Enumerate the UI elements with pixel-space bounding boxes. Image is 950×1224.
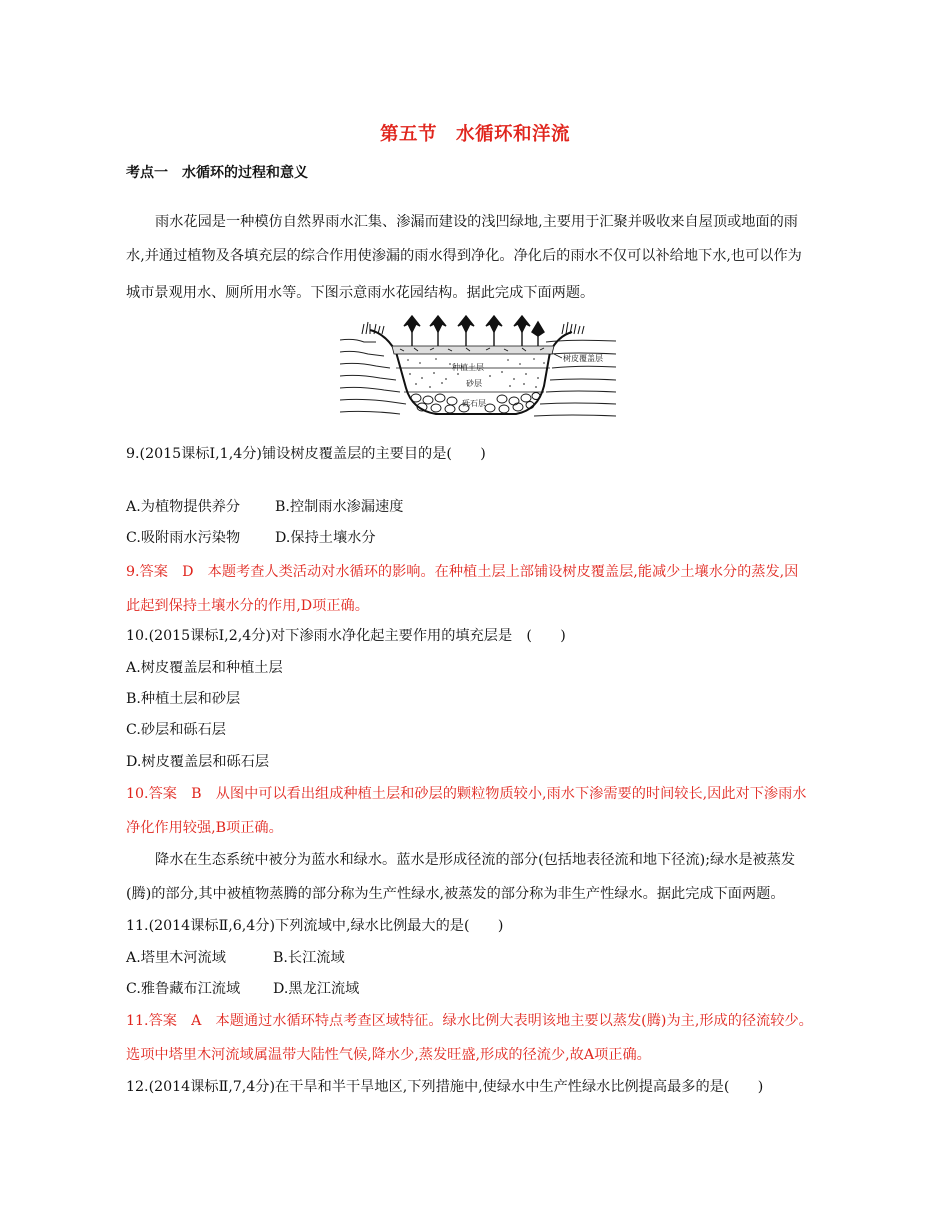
intro2-line-2: (腾)的部分,其中被植物蒸腾的部分称为生产性绿水,被蒸发的部分称为非生产性绿水。据此完成下面两题。 — [126, 886, 785, 902]
q9-option-a: A.为植物提供养分 — [126, 499, 241, 515]
q10-option-d: D.树皮覆盖层和砾石层 — [126, 754, 270, 770]
rain-garden-diagram — [340, 312, 616, 426]
q9-stem: 9.(2015课标Ⅰ,1,4分)铺设树皮覆盖层的主要目的是( ) — [126, 446, 486, 462]
q9-option-b: B.控制雨水渗漏速度 — [275, 499, 404, 515]
q10-stem: 10.(2015课标Ⅰ,2,4分)对下渗雨水净化起主要作用的填充层是 ( ) — [126, 628, 566, 644]
q9-option-d: D.保持土壤水分 — [275, 530, 376, 546]
intro-line-3: 城市景观用水、厕所用水等。下图示意雨水花园结构。据此完成下面两题。 — [126, 285, 595, 301]
q9-option-c: C.吸附雨水污染物 — [126, 530, 241, 546]
intro-line-2: 水,并通过植物及各填充层的综合作用使渗漏的雨水得到净化。净化后的雨水不仅可以补给地下水,也可以作为 — [126, 248, 802, 264]
page-title: 第五节 水循环和洋流 — [379, 124, 570, 145]
q11-stem: 11.(2014课标Ⅱ,6,4分)下列流域中,绿水比例最大的是( ) — [126, 918, 504, 934]
label-sand: 砂层 — [466, 379, 482, 388]
q10-option-a: A.树皮覆盖层和种植土层 — [126, 660, 283, 676]
intro-line-1: 雨水花园是一种模仿自然界雨水汇集、渗漏而建设的浅凹绿地,主要用于汇聚并吸收来自屋顶或地面的雨 — [155, 214, 798, 230]
q11-option-a: A.塔里木河流域 — [126, 950, 226, 966]
q11-option-b: B.长江流域 — [273, 950, 345, 966]
q9-answer-line-2: 此起到保持土壤水分的作用,D项正确。 — [126, 598, 369, 614]
section-heading: 考点一 水循环的过程和意义 — [126, 165, 308, 181]
q11-answer-line-1: 11.答案 A 本题通过水循环特点考查区域特征。绿水比例大表明该地主要以蒸发(腾)为主,形成的径流较少。 — [126, 1013, 813, 1029]
q9-answer-line-1: 9.答案 D 本题考查人类活动对水循环的影响。在种植土层上部铺设树皮覆盖层,能减少土壤水分的蒸发,因 — [126, 564, 799, 580]
q11-option-c: C.雅鲁藏布江流域 — [126, 981, 241, 997]
q10-option-b: B.种植土层和砂层 — [126, 691, 241, 707]
q11-answer-line-2: 选项中塔里木河流域属温带大陆性气候,降水少,蒸发旺盛,形成的径流少,故A项正确。 — [126, 1047, 651, 1063]
intro2-line-1: 降水在生态系统中被分为蓝水和绿水。蓝水是形成径流的部分(包括地表径流和地下径流);绿水是被蒸发 — [155, 852, 796, 868]
q10-answer-line-1: 10.答案 B 从图中可以看出组成种植土层和砂层的颗粒物质较小,雨水下渗需要的时间较长,因此对下渗雨水 — [126, 786, 807, 802]
q11-option-d: D.黑龙江流域 — [273, 981, 360, 997]
label-gravel: 砾石层 — [462, 399, 486, 408]
q10-option-c: C.砂层和砾石层 — [126, 722, 226, 738]
q10-answer-line-2: 净化作用较强,B项正确。 — [126, 820, 283, 836]
label-bark: 树皮覆盖层 — [563, 354, 603, 363]
label-soil: 种植土层 — [452, 363, 484, 372]
q12-stem: 12.(2014课标Ⅱ,7,4分)在干旱和半干旱地区,下列措施中,使绿水中生产性绿水比例提高最多的是( ) — [126, 1079, 764, 1095]
